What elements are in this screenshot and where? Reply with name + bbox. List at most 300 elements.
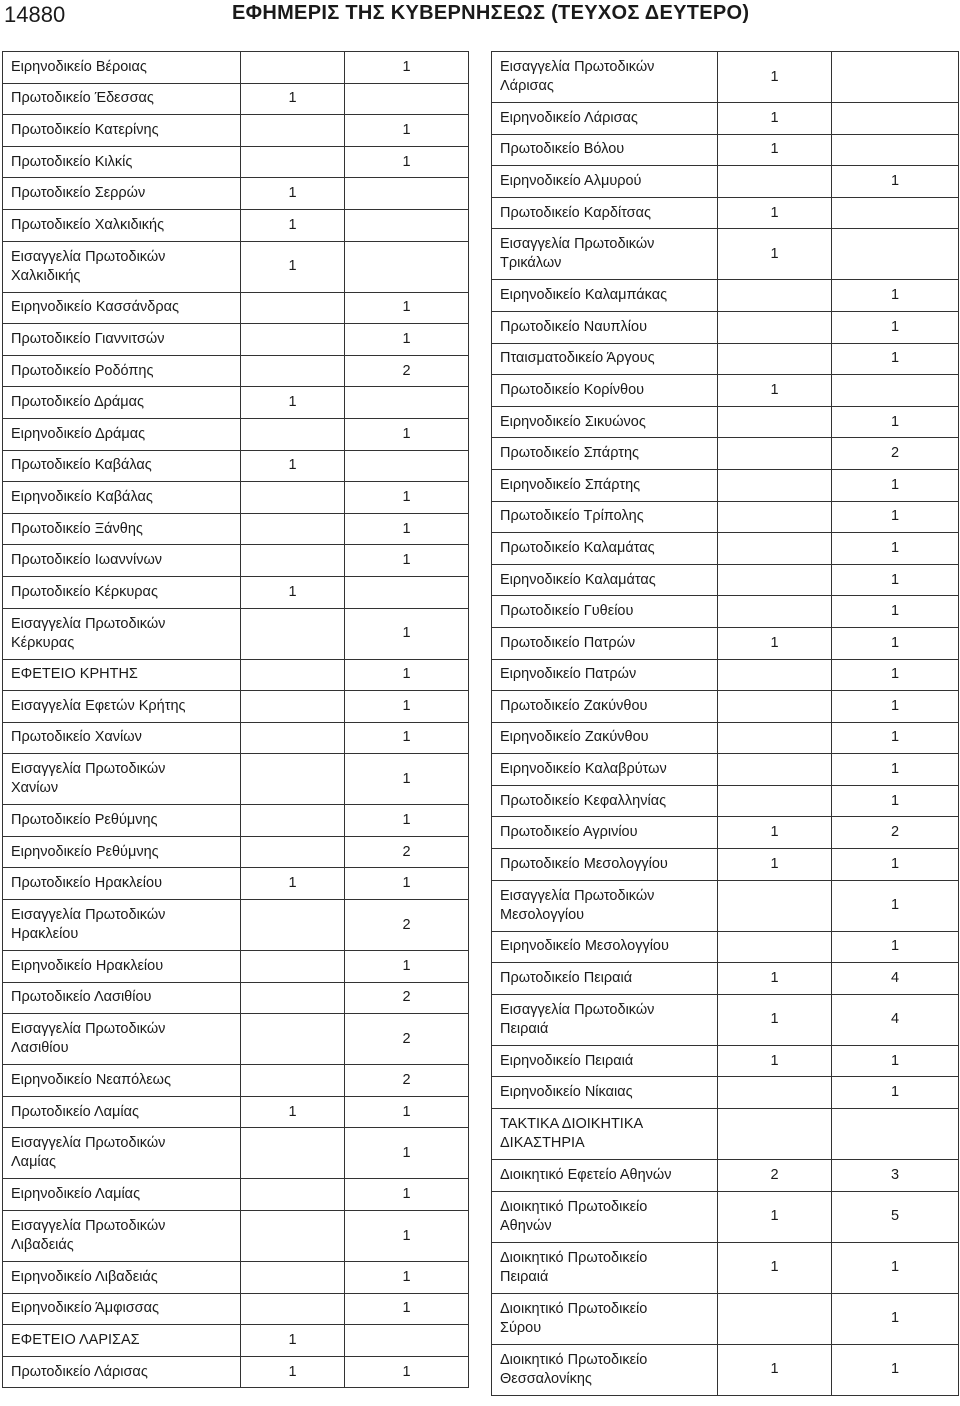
- court-name-cell: [492, 1191, 718, 1242]
- table-row: [492, 438, 959, 470]
- court-name-cell: [3, 513, 241, 545]
- court-name-line: Λάρισας: [500, 78, 554, 94]
- table-row: [3, 576, 469, 608]
- count-cell-b: 1: [345, 146, 469, 178]
- court-name-line: Εισαγγελία Πρωτοδικών: [11, 907, 166, 924]
- count-cell-b: [345, 576, 469, 608]
- court-name-line: Εισαγγελία Πρωτοδικών: [500, 1001, 655, 1018]
- court-name-line: Πρωτοδικείο Κατερίνης: [11, 121, 159, 138]
- table-row: [3, 1293, 469, 1325]
- court-name-cell: [3, 868, 241, 900]
- table-row: [3, 355, 469, 387]
- table-row: [492, 52, 959, 103]
- count-cell-b: 1: [345, 1293, 469, 1325]
- count-cell-b: 1: [345, 545, 469, 577]
- count-cell-b: 3: [832, 1160, 959, 1192]
- court-name-cell: [3, 722, 241, 754]
- court-name-cell: [492, 406, 718, 438]
- court-name-line: Εισαγγελία Εφετών Κρήτης: [11, 697, 186, 714]
- court-name-line: Εισαγγελία Πρωτοδικών: [11, 248, 166, 265]
- court-name-line: Πρωτοδικείο Έδεσσας: [11, 90, 154, 107]
- court-name-line: Πρωτοδικείο Σπάρτης: [500, 445, 640, 462]
- court-name-line: Διοικητικό Πρωτοδικείο: [500, 1198, 648, 1215]
- count-cell-a: [241, 1179, 345, 1211]
- count-cell-b: 1: [832, 1242, 959, 1293]
- court-name-cell: [3, 608, 241, 659]
- court-name-line: Ειρηνοδικείο Σπάρτης: [500, 476, 641, 493]
- court-name-cell: [492, 280, 718, 312]
- table-row: [492, 722, 959, 754]
- court-name-line: Ειρηνοδικείο Ηρακλείου: [11, 957, 164, 974]
- court-name-line: Ειρηνοδικείο Καλαμάτας: [500, 571, 656, 588]
- table-row: [492, 1109, 959, 1160]
- count-cell-b: 1: [832, 754, 959, 786]
- count-cell-a: [718, 343, 832, 375]
- count-cell-b: 1: [832, 691, 959, 723]
- court-name-cell: [492, 596, 718, 628]
- table-row: [3, 209, 469, 241]
- count-cell-a: 1: [718, 375, 832, 407]
- count-cell-a: [718, 1109, 832, 1160]
- table-row: [492, 103, 959, 135]
- court-name-cell: [3, 836, 241, 868]
- count-cell-a: 1: [241, 450, 345, 482]
- count-cell-b: 2: [345, 1065, 469, 1097]
- court-name-line: Πειραιά: [500, 1268, 549, 1285]
- count-cell-a: [241, 659, 345, 691]
- court-name-cell: [3, 292, 241, 324]
- court-name-cell: [492, 691, 718, 723]
- court-name-cell: [492, 994, 718, 1045]
- court-name-cell: [492, 1242, 718, 1293]
- table-row: [492, 564, 959, 596]
- count-cell-b: 1: [345, 608, 469, 659]
- count-cell-a: [241, 722, 345, 754]
- count-cell-b: [345, 241, 469, 292]
- table-row: [3, 83, 469, 115]
- court-name-line: Πρωτοδικείο Κορίνθου: [500, 381, 645, 398]
- court-name-cell: [3, 146, 241, 178]
- table-row: [3, 1128, 469, 1179]
- court-name-cell: [3, 178, 241, 210]
- count-cell-b: 1: [345, 868, 469, 900]
- count-cell-a: [718, 166, 832, 198]
- table-row: [3, 805, 469, 837]
- table-row: [3, 513, 469, 545]
- count-cell-b: 1: [832, 1077, 959, 1109]
- right-table: [491, 51, 959, 1396]
- court-name-cell: [3, 754, 241, 805]
- count-cell-b: 2: [345, 355, 469, 387]
- court-name-line: Ειρηνοδικείο Καλαβρύτων: [500, 761, 667, 778]
- count-cell-b: 1: [345, 115, 469, 147]
- count-cell-a: [241, 418, 345, 450]
- court-name-cell: [3, 324, 241, 356]
- court-name-line: Πρωτοδικείο Ρεθύμνης: [11, 812, 158, 829]
- count-cell-a: 1: [718, 1191, 832, 1242]
- court-name-line: Πρωτοδικείο Ηρακλείου: [11, 875, 163, 892]
- count-cell-a: [241, 951, 345, 983]
- count-cell-a: [241, 900, 345, 951]
- count-cell-b: [832, 229, 959, 280]
- table-row: [492, 880, 959, 931]
- court-name-cell: [492, 229, 718, 280]
- court-name-line: Αθηνών: [500, 1217, 552, 1234]
- count-cell-b: 1: [832, 343, 959, 375]
- court-name-line: Πρωτοδικείο Δράμας: [11, 394, 144, 411]
- table-row: [492, 166, 959, 198]
- count-cell-b: 2: [832, 438, 959, 470]
- court-name-cell: [3, 52, 241, 84]
- court-name-line: Εισαγγελία Πρωτοδικών: [11, 1218, 166, 1235]
- court-name-cell: [492, 311, 718, 343]
- court-name-cell: [3, 1179, 241, 1211]
- court-name-cell: [3, 659, 241, 691]
- court-name-line: Πρωτοδικείο Ξάνθης: [11, 520, 143, 537]
- court-name-cell: [492, 375, 718, 407]
- count-cell-a: 1: [241, 83, 345, 115]
- court-name-cell: [492, 659, 718, 691]
- table-row: [3, 659, 469, 691]
- court-name-cell: [492, 1293, 718, 1344]
- court-name-line: Ειρηνοδικείο Νίκαιας: [500, 1084, 633, 1101]
- court-name-cell: [492, 880, 718, 931]
- count-cell-b: 1: [345, 1262, 469, 1294]
- court-name-cell: [3, 1211, 241, 1262]
- court-name-cell: [492, 849, 718, 881]
- count-cell-a: 1: [718, 994, 832, 1045]
- count-cell-a: [241, 1293, 345, 1325]
- court-name-cell: [492, 134, 718, 166]
- count-cell-a: 1: [241, 868, 345, 900]
- count-cell-a: 1: [718, 849, 832, 881]
- count-cell-a: [718, 1077, 832, 1109]
- court-name-line: Ειρηνοδικείο Λιβαδειάς: [11, 1268, 158, 1285]
- court-name-line: ΕΦΕΤΕΙΟ ΚΡΗΤΗΣ: [11, 666, 138, 683]
- table-row: [492, 754, 959, 786]
- court-name-cell: [3, 83, 241, 115]
- court-name-line: Ειρηνοδικείο Πειραιά: [500, 1052, 634, 1069]
- court-name-cell: [3, 1065, 241, 1097]
- court-name-line: Εισαγγελία Πρωτοδικών: [500, 236, 655, 253]
- court-name-line: Εισαγγελία Πρωτοδικών: [500, 59, 655, 75]
- count-cell-b: 1: [832, 406, 959, 438]
- count-cell-a: [241, 754, 345, 805]
- table-row: [3, 868, 469, 900]
- court-name-cell: [3, 355, 241, 387]
- court-name-cell: [3, 576, 241, 608]
- court-name-cell: [3, 951, 241, 983]
- table-row: [492, 469, 959, 501]
- table-row: [492, 197, 959, 229]
- count-cell-a: [718, 406, 832, 438]
- count-cell-b: 1: [832, 564, 959, 596]
- table-row: [492, 229, 959, 280]
- count-cell-a: [718, 311, 832, 343]
- table-row: [3, 1211, 469, 1262]
- count-cell-b: 1: [345, 1128, 469, 1179]
- count-cell-a: 1: [241, 178, 345, 210]
- count-cell-a: 1: [241, 241, 345, 292]
- court-name-cell: [492, 52, 718, 103]
- court-name-line: Ειρηνοδικείο Καλαμπάκας: [500, 287, 668, 304]
- court-name-cell: [3, 241, 241, 292]
- count-cell-b: 1: [345, 951, 469, 983]
- count-cell-a: [241, 513, 345, 545]
- table-row: [3, 178, 469, 210]
- count-cell-b: 1: [832, 1344, 959, 1395]
- count-cell-b: 1: [345, 52, 469, 84]
- court-name-line: Ειρηνοδικείο Καβάλας: [11, 488, 153, 505]
- court-name-line: Πρωτοδικείο Λαμίας: [11, 1103, 139, 1120]
- court-name-cell: [492, 103, 718, 135]
- count-cell-b: [345, 1325, 469, 1357]
- count-cell-b: 4: [832, 963, 959, 995]
- count-cell-b: 1: [832, 533, 959, 565]
- count-cell-a: 1: [718, 52, 832, 103]
- table-row: [3, 608, 469, 659]
- count-cell-b: [345, 387, 469, 419]
- court-name-line: Τρικάλων: [500, 255, 562, 272]
- count-cell-b: 5: [832, 1191, 959, 1242]
- court-name-line: Πρωτοδικείο Καβάλας: [11, 457, 152, 474]
- court-name-cell: [3, 900, 241, 951]
- court-name-cell: [492, 564, 718, 596]
- table-row: [3, 545, 469, 577]
- court-name-cell: [492, 785, 718, 817]
- count-cell-b: 1: [345, 1211, 469, 1262]
- court-name-line: Μεσολογγίου: [500, 906, 585, 923]
- court-name-line: Πρωτοδικείο Λασιθίου: [11, 989, 152, 1006]
- count-cell-a: [241, 324, 345, 356]
- count-cell-a: [718, 469, 832, 501]
- court-name-cell: [492, 817, 718, 849]
- court-name-line: Εισαγγελία Πρωτοδικών: [500, 887, 655, 904]
- table-row: [492, 785, 959, 817]
- court-name-line: ΔΙΚΑΣΤΗΡΙΑ: [500, 1135, 585, 1152]
- count-cell-a: [718, 1293, 832, 1344]
- count-cell-b: 1: [345, 1179, 469, 1211]
- court-name-line: Λιβαδειάς: [11, 1237, 74, 1254]
- table-row: [492, 1191, 959, 1242]
- court-name-line: Πρωτοδικείο Χανίων: [11, 729, 142, 746]
- table-row: [492, 406, 959, 438]
- court-name-cell: [3, 482, 241, 514]
- count-cell-a: 1: [718, 1344, 832, 1395]
- table-row: [492, 1160, 959, 1192]
- count-cell-b: 1: [832, 1293, 959, 1344]
- gazette-title: ΕΦΗΜΕΡΙΣ ΤΗΣ ΚΥΒΕΡΝΗΣΕΩΣ (ΤΕΥΧΟΣ ΔΕΥΤΕΡΟ): [232, 2, 750, 24]
- court-name-cell: [492, 1344, 718, 1395]
- count-cell-a: 1: [718, 963, 832, 995]
- court-name-cell: [492, 197, 718, 229]
- court-name-cell: [3, 1014, 241, 1065]
- table-row: [3, 418, 469, 450]
- table-row: [492, 1293, 959, 1344]
- table-row: [492, 963, 959, 995]
- count-cell-a: [241, 355, 345, 387]
- count-cell-b: 1: [345, 722, 469, 754]
- table-row: [492, 1344, 959, 1395]
- count-cell-b: 2: [345, 982, 469, 1014]
- court-name-line: Ειρηνοδικείο Ζακύνθου: [500, 729, 649, 746]
- court-name-line: Εισαγγελία Πρωτοδικών: [11, 1135, 166, 1152]
- count-cell-b: 1: [345, 482, 469, 514]
- court-name-line: Ειρηνοδικείο Μεσολογγίου: [500, 938, 669, 955]
- court-name-line: ΤΑΚΤΙΚΑ ΔΙΟΙΚΗΤΙΚΑ: [500, 1116, 644, 1133]
- count-cell-a: [718, 501, 832, 533]
- table-row: [3, 982, 469, 1014]
- court-name-line: Πρωτοδικείο Καρδίτσας: [500, 204, 652, 221]
- court-name-line: Ειρηνοδικείο Λάρισας: [500, 109, 638, 126]
- table-row: [3, 482, 469, 514]
- table-row: [3, 754, 469, 805]
- count-cell-b: 4: [832, 994, 959, 1045]
- count-cell-b: 2: [345, 900, 469, 951]
- count-cell-b: 2: [345, 836, 469, 868]
- count-cell-a: [241, 1065, 345, 1097]
- court-name-cell: [3, 1325, 241, 1357]
- court-name-line: Ειρηνοδικείο Άμφισσας: [11, 1300, 159, 1317]
- count-cell-a: [718, 880, 832, 931]
- table-row: [3, 1325, 469, 1357]
- table-row: [3, 836, 469, 868]
- count-cell-b: 1: [345, 418, 469, 450]
- page-number: 14880: [4, 2, 66, 27]
- count-cell-b: 1: [345, 659, 469, 691]
- court-name-cell: [3, 1293, 241, 1325]
- count-cell-b: 1: [832, 849, 959, 881]
- table-row: [3, 146, 469, 178]
- court-name-cell: [492, 438, 718, 470]
- table-row: [3, 1179, 469, 1211]
- court-name-line: Πρωτοδικείο Κιλκίς: [11, 153, 133, 170]
- table-row: [492, 1045, 959, 1077]
- count-cell-b: 1: [832, 311, 959, 343]
- court-name-line: Πρωτοδικείο Λάρισας: [11, 1363, 148, 1380]
- count-cell-a: [241, 545, 345, 577]
- court-name-line: Πταισματοδικείο Άργους: [500, 350, 655, 367]
- court-name-line: Θεσσαλονίκης: [500, 1370, 592, 1387]
- count-cell-a: [241, 982, 345, 1014]
- court-name-cell: [492, 1109, 718, 1160]
- court-name-line: Ηρακλείου: [11, 926, 79, 943]
- court-name-cell: [492, 501, 718, 533]
- table-row: [492, 280, 959, 312]
- count-cell-a: [718, 785, 832, 817]
- court-name-cell: [492, 1077, 718, 1109]
- court-name-line: Πρωτοδικείο Βόλου: [500, 141, 625, 158]
- court-name-cell: [3, 1262, 241, 1294]
- court-name-cell: [3, 418, 241, 450]
- court-name-cell: [492, 1160, 718, 1192]
- court-name-line: Πρωτοδικείο Ροδόπης: [11, 362, 154, 379]
- table-row: [492, 1242, 959, 1293]
- court-name-line: Πρωτοδικείο Τρίπολης: [500, 508, 644, 525]
- count-cell-a: [241, 691, 345, 723]
- table-row: [492, 134, 959, 166]
- court-name-line: Πρωτοδικείο Κεφαλληνίας: [500, 792, 667, 809]
- count-cell-b: 1: [345, 1096, 469, 1128]
- court-name-line: Πρωτοδικείο Χαλκιδικής: [11, 216, 165, 233]
- count-cell-b: 1: [345, 805, 469, 837]
- count-cell-a: 1: [718, 627, 832, 659]
- page-header: [0, 0, 960, 36]
- count-cell-b: 1: [832, 659, 959, 691]
- count-cell-a: [241, 482, 345, 514]
- count-cell-a: [241, 1262, 345, 1294]
- table-row: [3, 387, 469, 419]
- court-name-line: Πρωτοδικείο Γιαννιτσών: [11, 330, 165, 347]
- count-cell-a: 1: [718, 817, 832, 849]
- count-cell-a: 1: [241, 576, 345, 608]
- court-name-cell: [3, 982, 241, 1014]
- count-cell-a: [718, 280, 832, 312]
- court-name-line: Ειρηνοδικείο Αλμυρού: [500, 172, 642, 189]
- count-cell-b: [832, 375, 959, 407]
- count-cell-b: 1: [345, 292, 469, 324]
- court-name-line: Πειραιά: [500, 1020, 549, 1037]
- count-cell-a: 1: [718, 197, 832, 229]
- table-row: [3, 1014, 469, 1065]
- count-cell-b: 1: [832, 469, 959, 501]
- count-cell-b: 2: [832, 817, 959, 849]
- count-cell-b: 1: [832, 627, 959, 659]
- count-cell-a: 1: [241, 1096, 345, 1128]
- count-cell-a: 1: [241, 209, 345, 241]
- court-name-line: Πρωτοδικείο Κέρκυρας: [11, 583, 158, 600]
- court-name-cell: [3, 691, 241, 723]
- court-name-line: Σύρου: [500, 1319, 542, 1336]
- count-cell-a: 1: [718, 103, 832, 135]
- court-name-line: Ειρηνοδικείο Σικυώνος: [500, 413, 646, 430]
- count-cell-b: [345, 178, 469, 210]
- count-cell-b: 1: [832, 722, 959, 754]
- court-name-cell: [3, 1128, 241, 1179]
- court-name-line: ΕΦΕΤΕΙΟ ΛΑΡΙΣΑΣ: [11, 1332, 140, 1349]
- court-name-line: Πρωτοδικείο Γυθείου: [500, 603, 634, 620]
- court-name-cell: [3, 1096, 241, 1128]
- count-cell-a: [241, 146, 345, 178]
- court-name-line: Ειρηνοδικείο Δράμας: [11, 425, 146, 442]
- court-name-cell: [492, 931, 718, 963]
- count-cell-b: 1: [345, 1356, 469, 1388]
- table-row: [3, 900, 469, 951]
- count-cell-a: [241, 1128, 345, 1179]
- count-cell-a: [241, 805, 345, 837]
- court-name-cell: [492, 627, 718, 659]
- court-name-line: Διοικητικό Πρωτοδικείο: [500, 1351, 648, 1368]
- count-cell-b: 1: [345, 513, 469, 545]
- count-cell-a: 1: [241, 1356, 345, 1388]
- court-name-line: Ειρηνοδικείο Νεαπόλεως: [11, 1072, 171, 1089]
- court-name-cell: [492, 722, 718, 754]
- table-row: [492, 817, 959, 849]
- count-cell-b: 1: [832, 280, 959, 312]
- count-cell-b: [832, 103, 959, 135]
- court-name-cell: [3, 387, 241, 419]
- count-cell-b: [832, 197, 959, 229]
- count-cell-b: 1: [832, 785, 959, 817]
- court-name-line: Εισαγγελία Πρωτοδικών: [11, 761, 166, 778]
- table-row: [492, 501, 959, 533]
- count-cell-b: 1: [345, 691, 469, 723]
- count-cell-a: [718, 722, 832, 754]
- count-cell-a: [241, 115, 345, 147]
- count-cell-b: [832, 1109, 959, 1160]
- court-name-cell: [3, 1356, 241, 1388]
- court-name-cell: [492, 343, 718, 375]
